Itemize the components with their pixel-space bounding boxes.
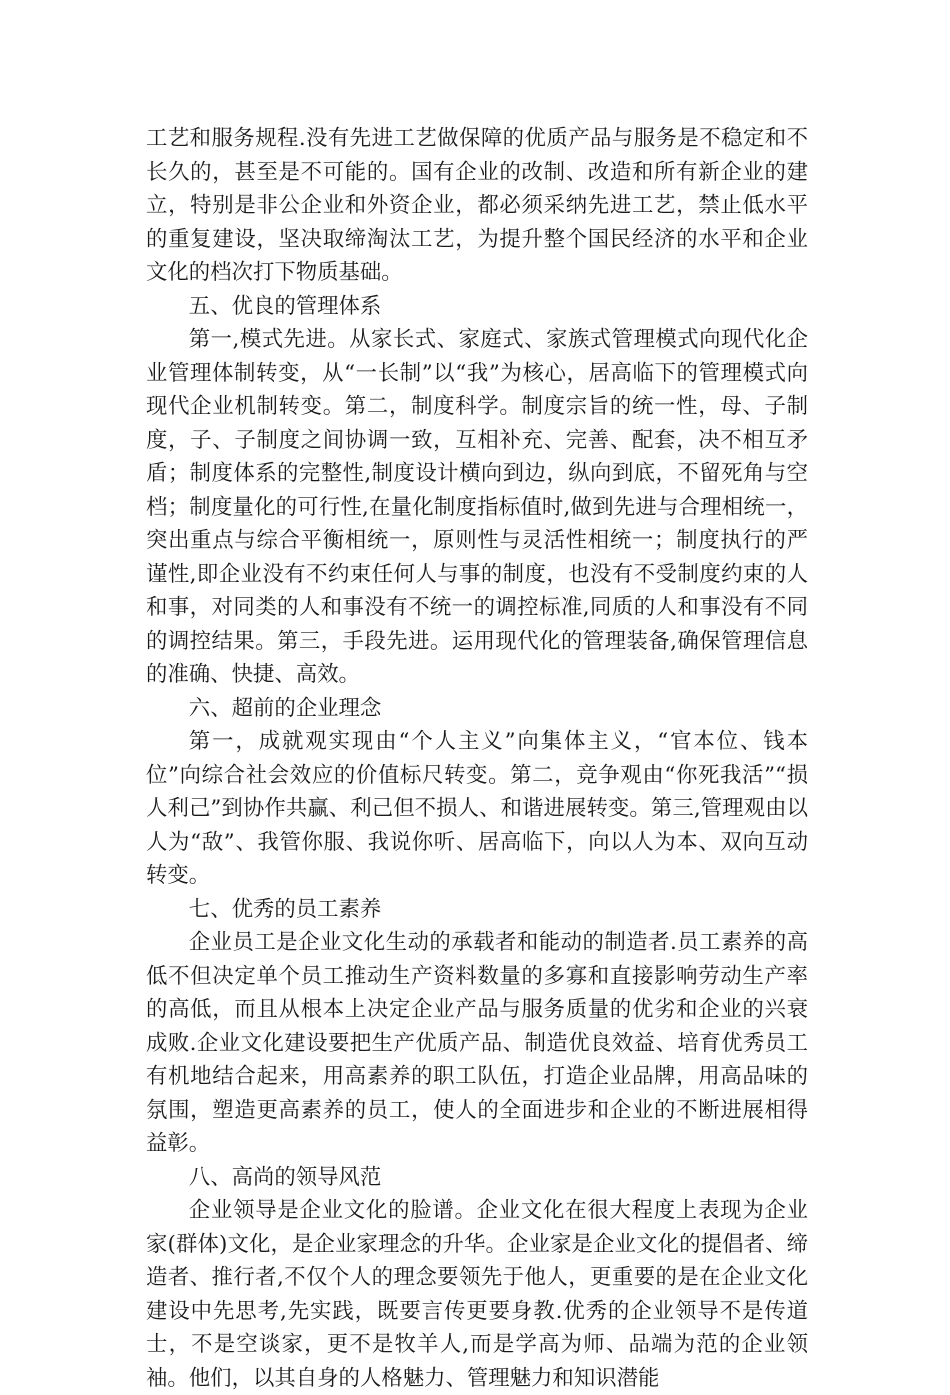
section-heading-employee-quality: 七、优秀的员工素养 (188, 896, 382, 922)
paragraph-enterprise-philosophy: 第一，成就观实现由“个人主义”向集体主义，“官本位、钱本位”向综合社会效应的价值标尺转变。第二，竞争观由“你死我活”“损人利己”到协作共赢、利己但不损人、和谐进展转变。第三,管理观由以人为“敌”、我管你服、我说你听、居高临下，向以人为本、双向互动转变。 (146, 729, 808, 888)
paragraph-management-system: 第一,模式先进。从家长式、家庭式、家族式管理模式向现代化企业管理体制转变，从“一长制”以“我”为核心，居高临下的管理模式向现代企业机制转变。第二，制度科学。制度宗旨的统一性，母、子制度，子、子制度之间协调一致，互相补充、完善、配套，决不相互矛盾；制度体系的完整性,制度设计横向到边，纵向到底，不留死角与空档；制度量化的可行性,在量化制度指标值时,做到先进与合理相统一，突出重点与综合平衡相统一，原则性与灵活性相统一；制度执行的严谨性,即企业没有不约束任何人与事的制度，也没有不受制度约束的人和事，对同类的人和事没有不统一的调控标准,同质的人和事没有不同的调控结果。第三，手段先进。运用现代化的管理装备,确保管理信息的准确、快捷、高效。 (146, 327, 808, 687)
section-heading-leadership-style: 八、高尚的领导风范 (188, 1164, 382, 1190)
document-body (146, 122, 808, 1395)
paragraph-leadership-style: 企业领导是企业文化的脸谱。企业文化在很大程度上表现为企业家(群体)文化，是企业家理念的升华。企业家是企业文化的提倡者、缔造者、推行者,不仅个人的理念要领先于他人，更重要的是在企业文化建设中先思考,先实践，既要言传更要身教.优秀的企业领导不是传道士，不是空谈家，更不是牧羊人,而是学高为师、品端为范的企业领袖。他们，以其自身的人格魅力、管理魅力和知识潜能 (146, 1198, 808, 1391)
section-heading-enterprise-philosophy: 六、超前的企业理念 (188, 695, 382, 721)
paragraph-employee-quality: 企业员工是企业文化生动的承载者和能动的制造者.员工素养的高低不但决定单个员工推动生产资料数量的多寡和直接影响劳动生产率的高低，而且从根本上决定企业产品与服务质量的优劣和企业的兴衰成败.企业文化建设要把生产优质产品、制造优良效益、培育优秀员工有机地结合起来，用高素养的职工队伍，打造企业品牌，用高品味的氛围，塑造更高素养的员工，使人的全面进步和企业的不断进展相得益彰。 (146, 930, 808, 1156)
section-heading-management-system: 五、优良的管理体系 (188, 293, 382, 319)
paragraph-intro: 工艺和服务规程.没有先进工艺做保障的优质产品与服务是不稳定和不长久的，甚至是不可能的。国有企业的改制、改造和所有新企业的建立，特别是非公企业和外资企业，都必须采纳先进工艺，禁止低水平的重复建设，坚决取缔淘汰工艺，为提升整个国民经济的水平和企业文化的档次打下物质基础。 (146, 126, 808, 285)
